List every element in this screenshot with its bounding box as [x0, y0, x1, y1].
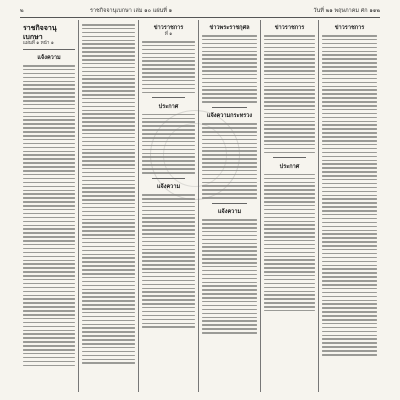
column-title: ข่าวราชการ [274, 25, 305, 31]
text-block [264, 174, 315, 312]
column-title: ข่าวราชการ [334, 25, 365, 31]
text-block [142, 41, 195, 93]
section-divider [152, 97, 186, 98]
section-heading: ประกาศ [158, 103, 179, 110]
column-6 [318, 20, 380, 392]
text-block [202, 219, 257, 333]
text-block [322, 35, 377, 356]
text-block [142, 114, 195, 174]
column-2 [78, 20, 138, 392]
masthead: ราชกิจจานุเบกษา [23, 23, 57, 41]
section-heading: แจ้งความ [217, 209, 242, 216]
header-rule [20, 17, 380, 18]
issue-line: ราชกิจจานุเบกษา เล่ม ๑๐ แผ่นที่ ๑ [90, 8, 173, 14]
text-block [202, 123, 257, 198]
text-block [82, 24, 135, 364]
section-divider [212, 107, 247, 108]
column-title: แจ้งความ [37, 55, 61, 61]
text-block [264, 35, 315, 153]
column-5 [260, 20, 318, 392]
column-4 [198, 20, 260, 392]
masthead-sub: แผ่นที่ ๑ หน้า ๑ [23, 41, 75, 50]
section-heading: แจ้งความกระทรวง [206, 113, 253, 120]
column-subtitle: ที่ ๑ [164, 32, 173, 37]
text-block [23, 65, 75, 366]
section-divider [212, 203, 247, 204]
section-divider [273, 157, 306, 158]
column-title: ข่าวพระราชกุศล [209, 25, 250, 31]
section-divider [152, 178, 186, 179]
text-block [202, 35, 257, 103]
page-number: ๒ [20, 8, 24, 14]
section-heading: ประกาศ [279, 163, 300, 170]
columns [20, 20, 380, 392]
date-line: วันที่ ๒๑ พฤษภาคม ศก ๑๑๒ [313, 8, 380, 14]
column-title: ข่าวราชการ [153, 25, 184, 31]
page-header [20, 6, 380, 16]
column-1 [20, 20, 78, 392]
column-3 [138, 20, 198, 392]
section-heading: แจ้งความ [156, 184, 181, 191]
text-block [142, 194, 195, 328]
